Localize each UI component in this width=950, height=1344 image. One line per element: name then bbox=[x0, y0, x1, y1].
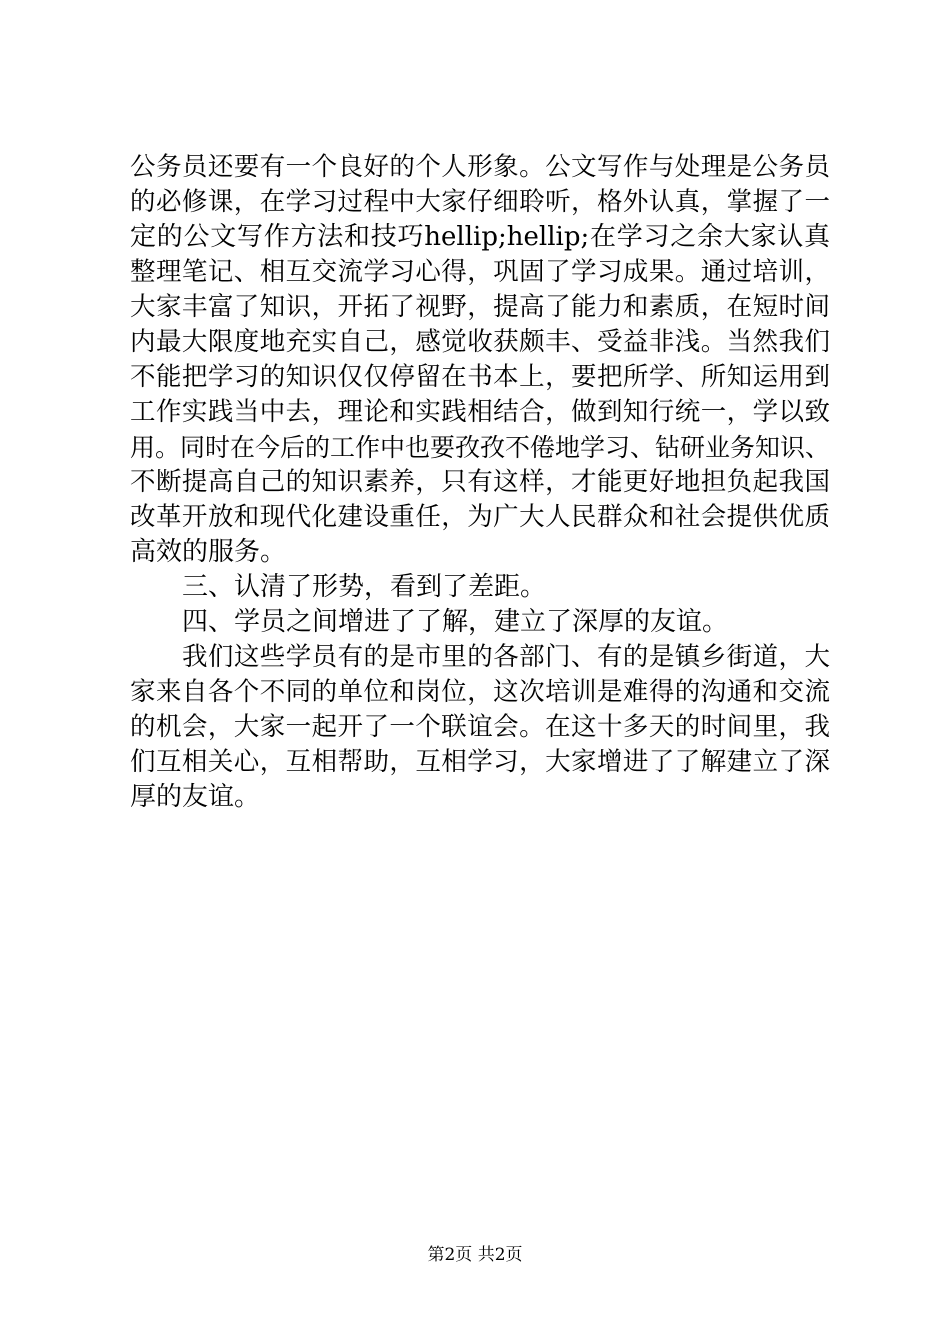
text-line: 家来自各个不同的单位和岗位，这次培训是难得的沟通和交流 bbox=[130, 677, 830, 707]
text-line: 我们这些学员有的是市里的各部门、有的是镇乡街道，大 bbox=[182, 642, 830, 672]
text-line: 工作实践当中去，理论和实践相结合，做到知行统一，学以致 bbox=[130, 397, 830, 427]
text-line: 厚的友谊。 bbox=[130, 782, 261, 812]
text-line: 四、学员之间增进了了解，建立了深厚的友谊。 bbox=[182, 607, 729, 637]
text-line: 的必修课，在学习过程中大家仔细聆听，格外认真，掌握了一 bbox=[130, 187, 830, 217]
document-body bbox=[130, 150, 830, 815]
text-line: 的机会，大家一起开了一个联谊会。在这十多天的时间里，我 bbox=[130, 712, 830, 742]
text-line: 大家丰富了知识，开拓了视野，提高了能力和素质，在短时间 bbox=[130, 292, 830, 322]
text-line: 内最大限度地充实自己，感觉收获颇丰、受益非浅。当然我们 bbox=[130, 327, 830, 357]
text-line: 改革开放和现代化建设重任，为广大人民群众和社会提供优质 bbox=[130, 502, 830, 532]
text-line: 公务员还要有一个良好的个人形象。公文写作与处理是公务员 bbox=[130, 152, 830, 182]
text-line: 们互相关心，互相帮助，互相学习，大家增进了了解建立了深 bbox=[130, 747, 830, 777]
text-line: 三、认清了形势，看到了差距。 bbox=[182, 572, 547, 602]
text-line: 高效的服务。 bbox=[130, 537, 287, 567]
text-line: 用。同时在今后的工作中也要孜孜不倦地学习、钻研业务知识、 bbox=[130, 433, 831, 462]
page-footer: 第2页 共2页 bbox=[427, 1245, 523, 1265]
text-line: 不断提高自己的知识素养，只有这样，才能更好地担负起我国 bbox=[130, 467, 830, 497]
text-line: 整理笔记、相互交流学习心得，巩固了学习成果。通过培训， bbox=[130, 257, 830, 287]
text-line: 定的公文写作方法和技巧hellip;hellip;在学习之余大家认真 bbox=[130, 222, 830, 252]
text-line: 不能把学习的知识仅仅停留在书本上，要把所学、所知运用到 bbox=[130, 362, 830, 392]
